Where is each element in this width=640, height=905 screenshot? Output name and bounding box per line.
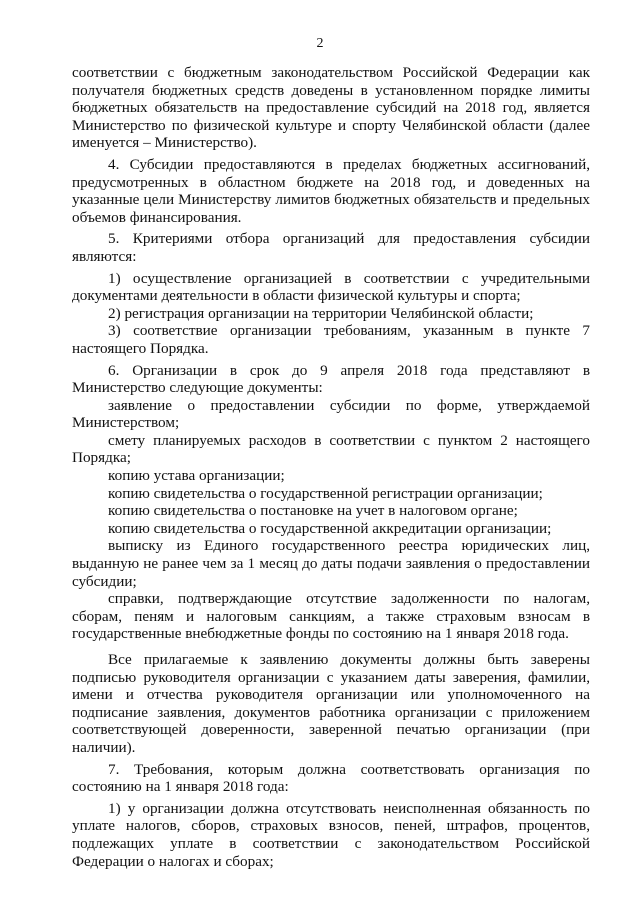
paragraph: копию свидетельства о государственной аккредитации организации; <box>108 519 552 537</box>
paragraph: 3) соответствие организации требованиям, указанным в пункте 7 настоящего Порядка. <box>72 322 590 357</box>
paragraph: соответствии с бюджетным законодательством Российской Федерации как получателя бюджетных средств доведены в установленном порядке лимиты бюджетных обязательств на предоставление субсидий на 2018 год, является Министерство по физической культуре и спорту Челябинской области (далее именуется – Министерство). <box>72 64 590 152</box>
paragraph: копию свидетельства о постановке на учет в налоговом органе; <box>108 502 518 520</box>
paragraph: 2) регистрация организации на территории Челябинской области; <box>108 304 534 322</box>
paragraph: смету планируемых расходов в соответствии с пунктом 2 настоящего Порядка; <box>72 431 590 467</box>
paragraph: копию устава организации; <box>108 467 285 485</box>
document-body <box>72 64 590 870</box>
paragraph: 1) осуществление организацией в соответствии с учредительными документами деятельности в области физической культуры и спорта; <box>72 269 590 305</box>
paragraph: 5. Критериями отбора организаций для предоставления субсидии являются: <box>72 230 590 265</box>
paragraph: Все прилагаемые к заявлению документы должны быть заверены подписью руководителя организации с указанием даты заверения, фамилии, имени и отчества руководителя организации или уполномоченного на подписание заявления, документов работника организации с приложением соответствующей доверенности, заверенной печатью организации (при наличии). <box>72 651 590 756</box>
paragraph: 7. Требования, которым должна соответствовать организация по состоянию на 1 января 2018 года: <box>72 760 590 796</box>
paragraph: заявление о предоставлении субсидии по форме, утверждаемой Министерством; <box>72 396 590 432</box>
paragraph: 1) у организации должна отсутствовать неисполненная обязанность по уплате налогов, сборов, страховых взносов, пеней, штрафов, процентов, подлежащих уплате в соответствии с законодательством Российской Федерации о налогах и сборах; <box>72 799 590 870</box>
paragraph: 6. Организации в срок до 9 апреля 2018 года представляют в Министерство следующие документы: <box>72 361 590 397</box>
page-number: 2 <box>316 36 324 51</box>
paragraph: 4. Субсидии предоставляются в пределах бюджетных ассигнований, предусмотренных в областном бюджете на 2018 год, и доведенных на указанные цели Министерству лимитов бюджетных обязательств и предельных объемов финансирования. <box>72 155 590 226</box>
paragraph: справки, подтверждающие отсутствие задолженности по налогам, сборам, пеням и налоговым санкциям, а также страховым взносам в государственные внебюджетные фонды по состоянию на 1 января 2018 года. <box>72 590 590 643</box>
paragraph: копию свидетельства о государственной регистрации организации; <box>108 484 543 502</box>
paragraph: выписку из Единого государственного реестра юридических лиц, выданную не ранее чем за 1 месяц до даты подачи заявления о предоставлении субсидии; <box>72 537 590 590</box>
